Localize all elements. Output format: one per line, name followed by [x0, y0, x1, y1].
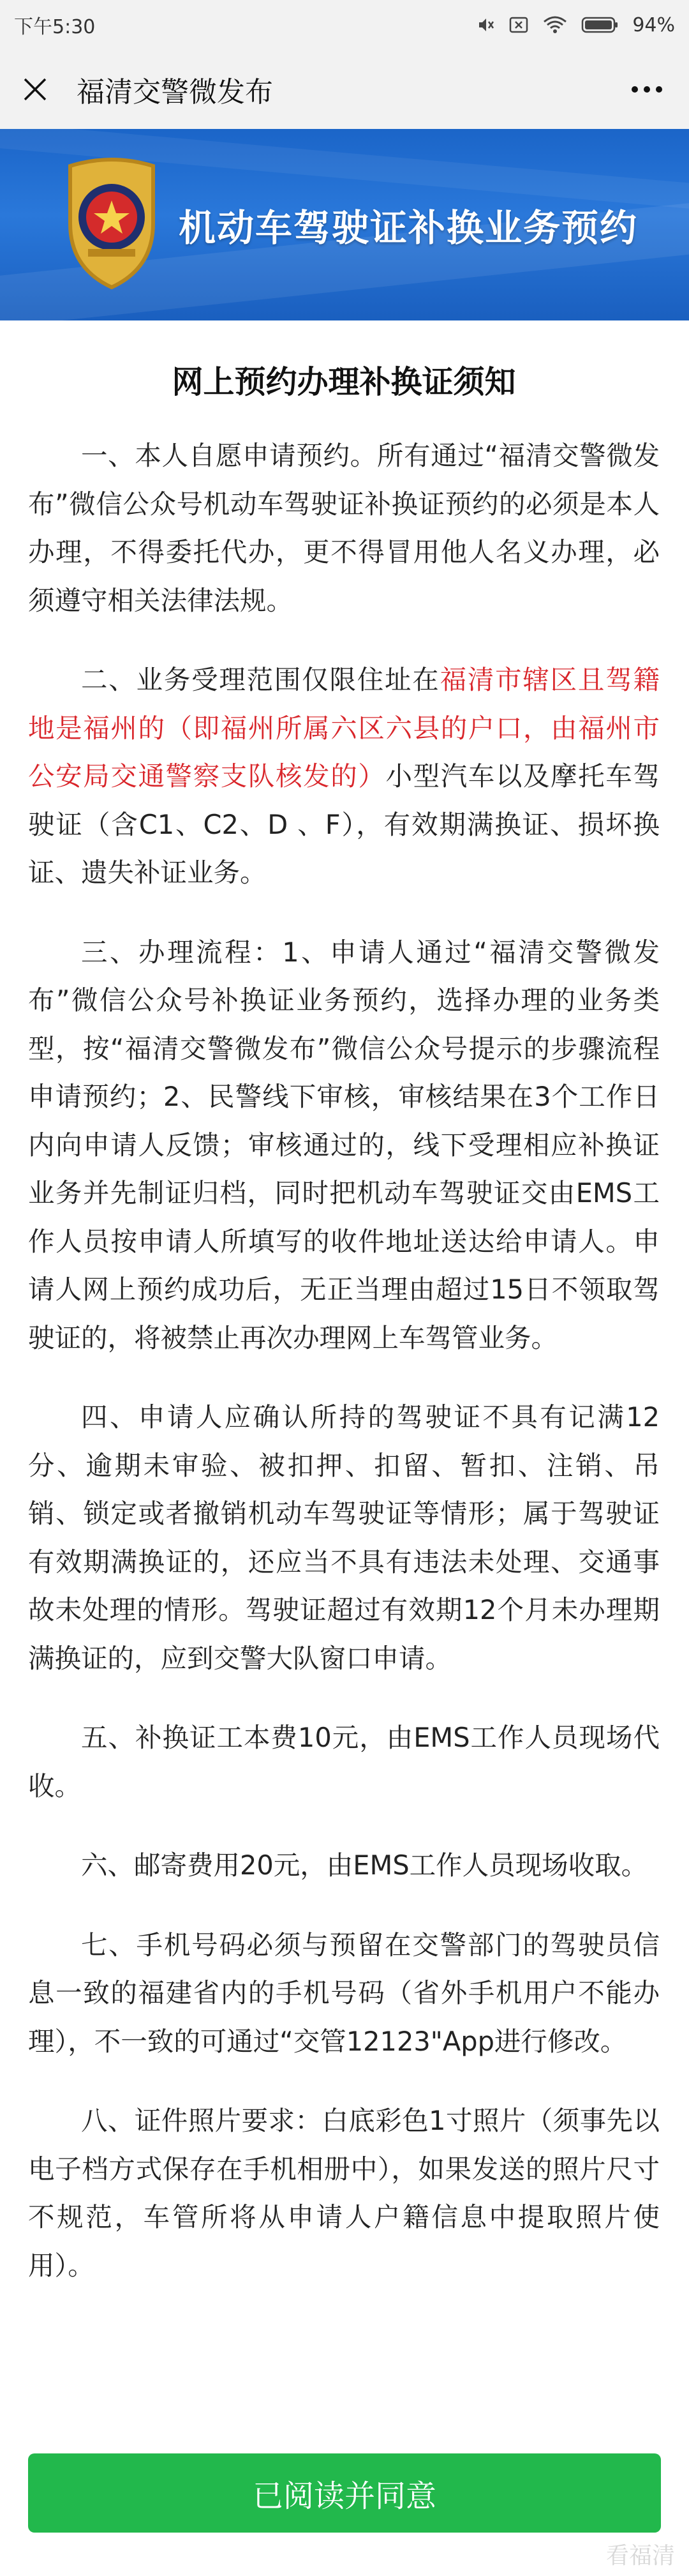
p2-highlight-text: 福清市辖区且驾籍地是福州的（即福州所属六区六县的户口，由福州市公安局交通警察支队核发的） [28, 664, 660, 792]
notice-paragraph-3: 三、办理流程：1、申请人通过“福清交警微发布”微信公众号补换证业务预约，选择办理的业务类型，按“福清交警微发布”微信公众号提示的步骤流程申请预约；2、民警线下审核，审核结果在3个工作日内向申请人反馈；审核通过的，线下受理相应补换证业务并先制证归档，同时把机动车驾驶证交由EMS工作人员按申请人所填写的收件地址送达给申请人。申请人网上预约成功后，无正当理由超过15日不领取驾驶证的，将被禁止再次办理网上车驾管业务。 [28, 936, 660, 1353]
banner-title: 机动车驾驶证补换业务预约 [179, 206, 639, 250]
mute-icon [475, 15, 494, 34]
notice-paragraph-2 [28, 656, 660, 897]
close-icon[interactable] [19, 73, 51, 105]
status-time: 下午5:30 [14, 16, 96, 38]
notice-heading: 网上预约办理补换证须知 [172, 364, 516, 400]
police-emblem-icon [57, 153, 166, 294]
banner [0, 129, 689, 320]
battery-icon [581, 16, 618, 34]
notice-paragraph-5: 五、补换证工本费10元，由EMS工作人员现场代收。 [28, 1722, 660, 1802]
notice-paragraph-8: 八、证件照片要求：白底彩色1寸照片（须事先以电子档方式保存在手机相册中），如果发送的照片尺寸不规范，车管所将从申请人户籍信息中提取照片使用）。 [28, 2105, 660, 2281]
wifi-icon [543, 15, 567, 34]
p2-text-after: 小型汽车以及摩托车驾驶证（含C1、C2、D 、F），有效期满换证、损坏换证、遗失补证业务。 [28, 760, 660, 888]
watermark: 看福清 [605, 2543, 675, 2569]
notice-paragraph-6: 六、邮寄费用20元，由EMS工作人员现场收取。 [81, 1849, 648, 1881]
notice-paragraph-4: 四、申请人应确认所持的驾驶证不具有记满12分、逾期未审验、被扣押、扣留、暂扣、注销、吊销、锁定或者撤销机动车驾驶证等情形；属于驾驶证有效期满换证的，还应当不具有违法未处理、交通事故未处理的情形。驾驶证超过有效期12个月未办理期满换证的，应到交警大队窗口申请。 [28, 1401, 660, 1674]
sim-close-icon [508, 15, 529, 34]
agree-button[interactable]: 已阅读并同意 [28, 2453, 661, 2533]
battery-percent: 94% [632, 13, 675, 36]
nav-bar [0, 50, 689, 130]
notice-paragraph-1: 一、本人自愿申请预约。所有通过“福清交警微发布”微信公众号机动车驾驶证补换证预约的必须是本人办理，不得委托代办，更不得冒用他人名义办理，必须遵守相关法律法规。 [28, 440, 660, 616]
page-title: 福清交警微发布 [77, 76, 273, 109]
more-icon[interactable] [628, 77, 666, 102]
p2-text-before: 二、业务受理范围仅限住址在 [81, 664, 440, 695]
notice-content [28, 320, 660, 2321]
notice-paragraph-7: 七、手机号码必须与预留在交警部门的驾驶员信息一致的福建省内的手机号码（省外手机用户不能办理），不一致的可通过“交管12123"App进行修改。 [28, 1929, 660, 2057]
status-bar [0, 0, 689, 50]
